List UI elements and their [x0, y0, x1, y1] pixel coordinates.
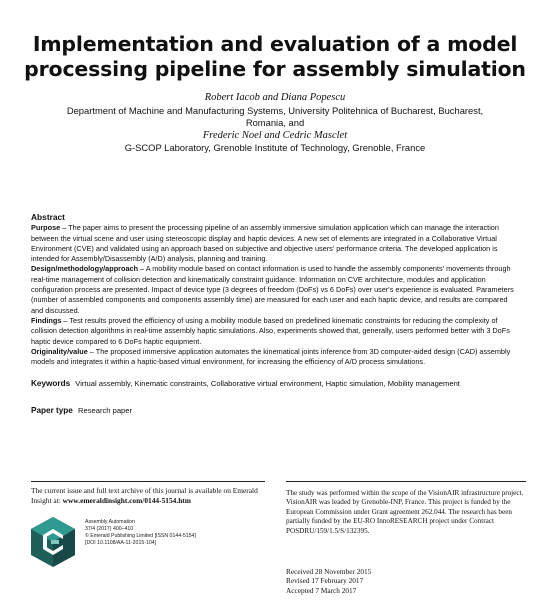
- abstract-findings-text: – Test results proved the efficiency of using a mobility module based on predefined kinematic constraints for reducing the complexity of collision detection algorithms in real-time assembly haptic simulations. Also, experiments showed that, generally, users performed better with 3 DoFs haptic device compared to 6 DoFs haptic equipment.: [31, 315, 510, 346]
- journal-publisher: © Emerald Publishing Limited [ISSN 0144-5154]: [85, 533, 196, 539]
- paper-type-text: Research paper: [78, 406, 133, 415]
- author-names-1: Robert Iacob and Diana Popescu: [204, 92, 346, 103]
- abstract-purpose-label: Purpose: [31, 223, 61, 233]
- abstract-originality: [31, 347, 521, 368]
- author-group-2: [60, 130, 490, 155]
- affiliation-1: Department of Machine and Manufacturing Systems, University Politehnica of Bucharest, Bucharest, Romania, and: [66, 104, 484, 128]
- abstract-originality-label: Originality/value: [31, 346, 88, 356]
- date-received: Received 28 November 2015: [286, 567, 372, 576]
- abstract-purpose: [31, 223, 521, 264]
- abstract-purpose-text: – The paper aims to present the processing pipeline of an assembly immersive simulation application which can manage the interaction between the virtual scene and user using stereoscopic display and haptic devices. A new set of elements are integrated in a Collaborative Virtual Environment (CVE) and validated using an approach based on subjective and objective users' performance criteria. The developed application is intended for Assembly/Disassembly (A/D) analysis, planning and training.: [31, 223, 499, 264]
- funding-note: The study was performed within the scope of the VisionAIR infrastructure project. VisionAIR was leaded by Grenoble-INP, France. This project is funded by the European Commission under Grant agreement 262.044. The research has been partially funded by the EU-RO InnoRESEARCH project under Contract POSDRU/159/1.5/S/132395.: [286, 489, 524, 535]
- abstract-originality-text: – The proposed immersive application automates the kinematical joints inference from 3D computer-aided design (CAD) assembly models and integrates it within a haptic-based virtual environment, for increasing the efficiency of A/D process simulations.: [31, 346, 511, 367]
- right-divider: [286, 481, 526, 482]
- abstract-heading: Abstract: [31, 212, 65, 222]
- paper-type: [31, 405, 521, 416]
- keywords: [31, 378, 521, 389]
- emerald-logo-icon: [29, 516, 77, 568]
- author-names-2: Frederic Noel and Cedric Masclet: [202, 129, 348, 141]
- abstract-findings: [31, 316, 521, 347]
- author-group-1: [60, 92, 490, 130]
- journal-info: [85, 519, 265, 547]
- archive-note-text: The current issue and full text archive of this journal is available on Emerald Insight at:: [31, 486, 258, 505]
- journal-doi: [DOI 10.1108/AA-11-2015-104]: [85, 540, 157, 546]
- archive-link[interactable]: www.emeraldinsight.com/0144-5154.htm: [62, 495, 191, 505]
- journal-name: Assembly Automation: [85, 519, 135, 525]
- keywords-text: Virtual assembly, Kinematic constraints, Collaborative virtual environment, Haptic simulation, Mobility management: [75, 379, 460, 388]
- keywords-label: Keywords: [31, 379, 71, 388]
- author-block: [60, 92, 490, 155]
- dates-block: [286, 567, 526, 595]
- date-accepted: Accepted 7 March 2017: [286, 585, 357, 595]
- date-revised: Revised 17 February 2017: [286, 576, 364, 586]
- paper-type-label: Paper type: [31, 406, 73, 415]
- abstract-design-text: – A mobility module based on contact information is used to handle the assembly components' movements through real-time management of collision detection and kinematically constraint guidance. Information on CVE architecture, modules and application configuration process are presented. Impact of device type (3 degrees of freedom (DoFs) vs 6 DoFs) over user's experience is evaluated. Parameters (number of assembled components and components assembly time) are measured for each user and each haptic device, and results are compared and discussed.: [31, 264, 514, 315]
- abstract-design-label: Design/methodology/approach: [31, 264, 139, 274]
- archive-note: [31, 486, 266, 505]
- left-divider: [31, 481, 265, 482]
- abstract: [31, 212, 521, 367]
- paper-title: Implementation and evaluation of a model processing pipeline for assembly simulation: [24, 31, 526, 81]
- abstract-design: [31, 264, 521, 315]
- abstract-findings-label: Findings: [31, 315, 62, 325]
- affiliation-2: G-SCOP Laboratory, Grenoble Institute of Technology, Grenoble, France: [124, 142, 426, 153]
- journal-volume: 37/4 (2017) 400–410: [85, 526, 134, 532]
